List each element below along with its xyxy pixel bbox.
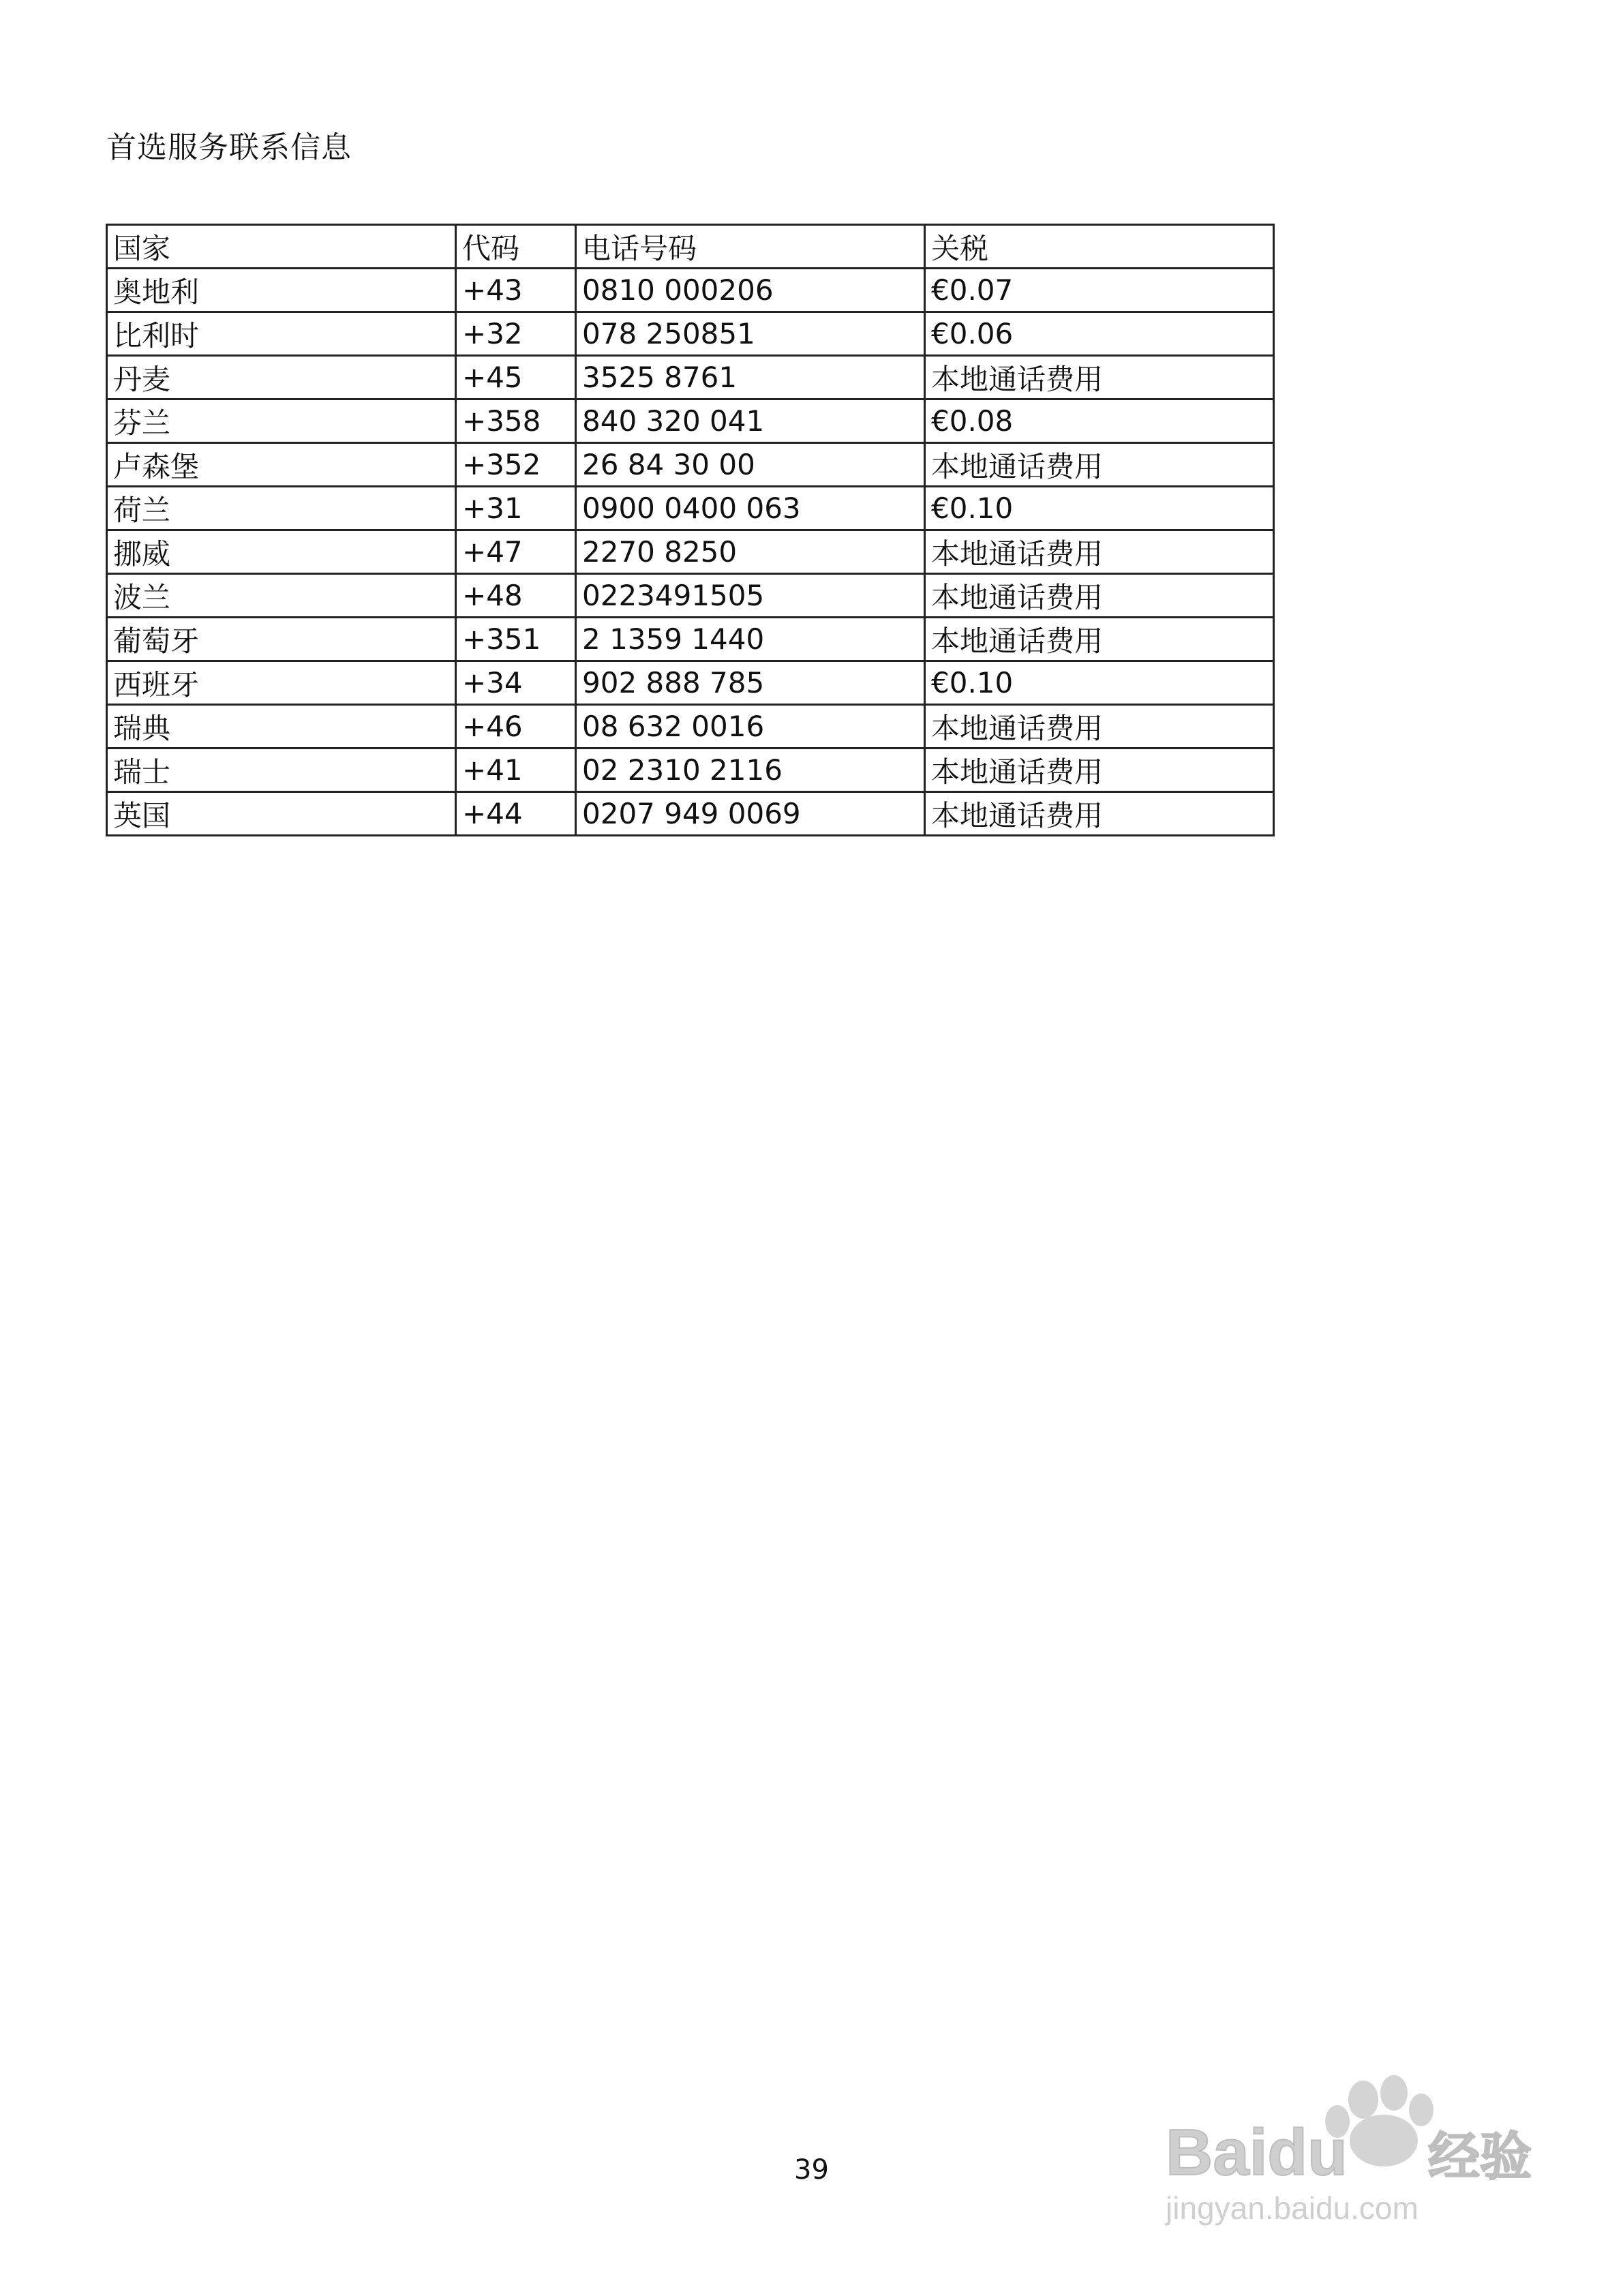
country-cell: 挪威 bbox=[107, 530, 456, 574]
table-row bbox=[107, 705, 1274, 749]
header-phone: 电话号码 bbox=[576, 225, 925, 269]
phone-cell: 902 888 785 bbox=[576, 661, 925, 705]
tariff-cell: €0.10 bbox=[925, 487, 1274, 530]
code-cell: +41 bbox=[456, 749, 576, 792]
code-cell: +46 bbox=[456, 705, 576, 749]
country-cell: 英国 bbox=[107, 792, 456, 836]
country-cell: 瑞典 bbox=[107, 705, 456, 749]
phone-cell: 840 320 041 bbox=[576, 399, 925, 443]
code-cell: +44 bbox=[456, 792, 576, 836]
watermark-url: jingyan.baidu.com bbox=[1166, 2190, 1419, 2226]
watermark-brand: Baidu bbox=[1166, 2116, 1348, 2189]
phone-cell: 2 1359 1440 bbox=[576, 618, 925, 661]
code-cell: +47 bbox=[456, 530, 576, 574]
tariff-cell: 本地通话费用 bbox=[925, 530, 1274, 574]
tariff-cell: €0.07 bbox=[925, 269, 1274, 312]
table-header-row bbox=[107, 225, 1274, 269]
code-cell: +31 bbox=[456, 487, 576, 530]
baidu-watermark bbox=[1159, 2072, 1541, 2236]
code-cell: +34 bbox=[456, 661, 576, 705]
tariff-cell: 本地通话费用 bbox=[925, 792, 1274, 836]
tariff-cell: €0.10 bbox=[925, 661, 1274, 705]
table-row bbox=[107, 487, 1274, 530]
tariff-cell: €0.08 bbox=[925, 399, 1274, 443]
country-cell: 丹麦 bbox=[107, 356, 456, 399]
phone-cell: 2270 8250 bbox=[576, 530, 925, 574]
phone-cell: 0223491505 bbox=[576, 574, 925, 618]
header-tariff: 关税 bbox=[925, 225, 1274, 269]
phone-cell: 3525 8761 bbox=[576, 356, 925, 399]
phone-cell: 26 84 30 00 bbox=[576, 443, 925, 487]
code-cell: +358 bbox=[456, 399, 576, 443]
phone-cell: 02 2310 2116 bbox=[576, 749, 925, 792]
country-cell: 瑞士 bbox=[107, 749, 456, 792]
country-cell: 波兰 bbox=[107, 574, 456, 618]
page-number: 39 bbox=[794, 2154, 829, 2186]
table-row bbox=[107, 356, 1274, 399]
table-row bbox=[107, 269, 1274, 312]
country-cell: 比利时 bbox=[107, 312, 456, 356]
country-cell: 芬兰 bbox=[107, 399, 456, 443]
tariff-cell: 本地通话费用 bbox=[925, 574, 1274, 618]
tariff-cell: €0.06 bbox=[925, 312, 1274, 356]
phone-cell: 0810 000206 bbox=[576, 269, 925, 312]
service-contact-table bbox=[106, 224, 1275, 836]
phone-cell: 0207 949 0069 bbox=[576, 792, 925, 836]
table-row bbox=[107, 399, 1274, 443]
table-row bbox=[107, 312, 1274, 356]
table-row bbox=[107, 749, 1274, 792]
tariff-cell: 本地通话费用 bbox=[925, 443, 1274, 487]
table-row bbox=[107, 574, 1274, 618]
code-cell: +45 bbox=[456, 356, 576, 399]
code-cell: +352 bbox=[456, 443, 576, 487]
country-cell: 奥地利 bbox=[107, 269, 456, 312]
country-cell: 西班牙 bbox=[107, 661, 456, 705]
code-cell: +48 bbox=[456, 574, 576, 618]
table-row bbox=[107, 530, 1274, 574]
code-cell: +351 bbox=[456, 618, 576, 661]
table-row bbox=[107, 618, 1274, 661]
header-country: 国家 bbox=[107, 225, 456, 269]
header-code: 代码 bbox=[456, 225, 576, 269]
tariff-cell: 本地通话费用 bbox=[925, 618, 1274, 661]
phone-cell: 0900 0400 063 bbox=[576, 487, 925, 530]
table-body bbox=[107, 269, 1274, 836]
watermark-brand-suffix: 经验 bbox=[1428, 2126, 1532, 2187]
table-row bbox=[107, 792, 1274, 836]
tariff-cell: 本地通话费用 bbox=[925, 705, 1274, 749]
table-row bbox=[107, 661, 1274, 705]
country-cell: 荷兰 bbox=[107, 487, 456, 530]
code-cell: +43 bbox=[456, 269, 576, 312]
table-row bbox=[107, 443, 1274, 487]
page-title: 首选服务联系信息 bbox=[106, 130, 352, 165]
code-cell: +32 bbox=[456, 312, 576, 356]
phone-cell: 08 632 0016 bbox=[576, 705, 925, 749]
tariff-cell: 本地通话费用 bbox=[925, 749, 1274, 792]
country-cell: 卢森堡 bbox=[107, 443, 456, 487]
tariff-cell: 本地通话费用 bbox=[925, 356, 1274, 399]
country-cell: 葡萄牙 bbox=[107, 618, 456, 661]
phone-cell: 078 250851 bbox=[576, 312, 925, 356]
